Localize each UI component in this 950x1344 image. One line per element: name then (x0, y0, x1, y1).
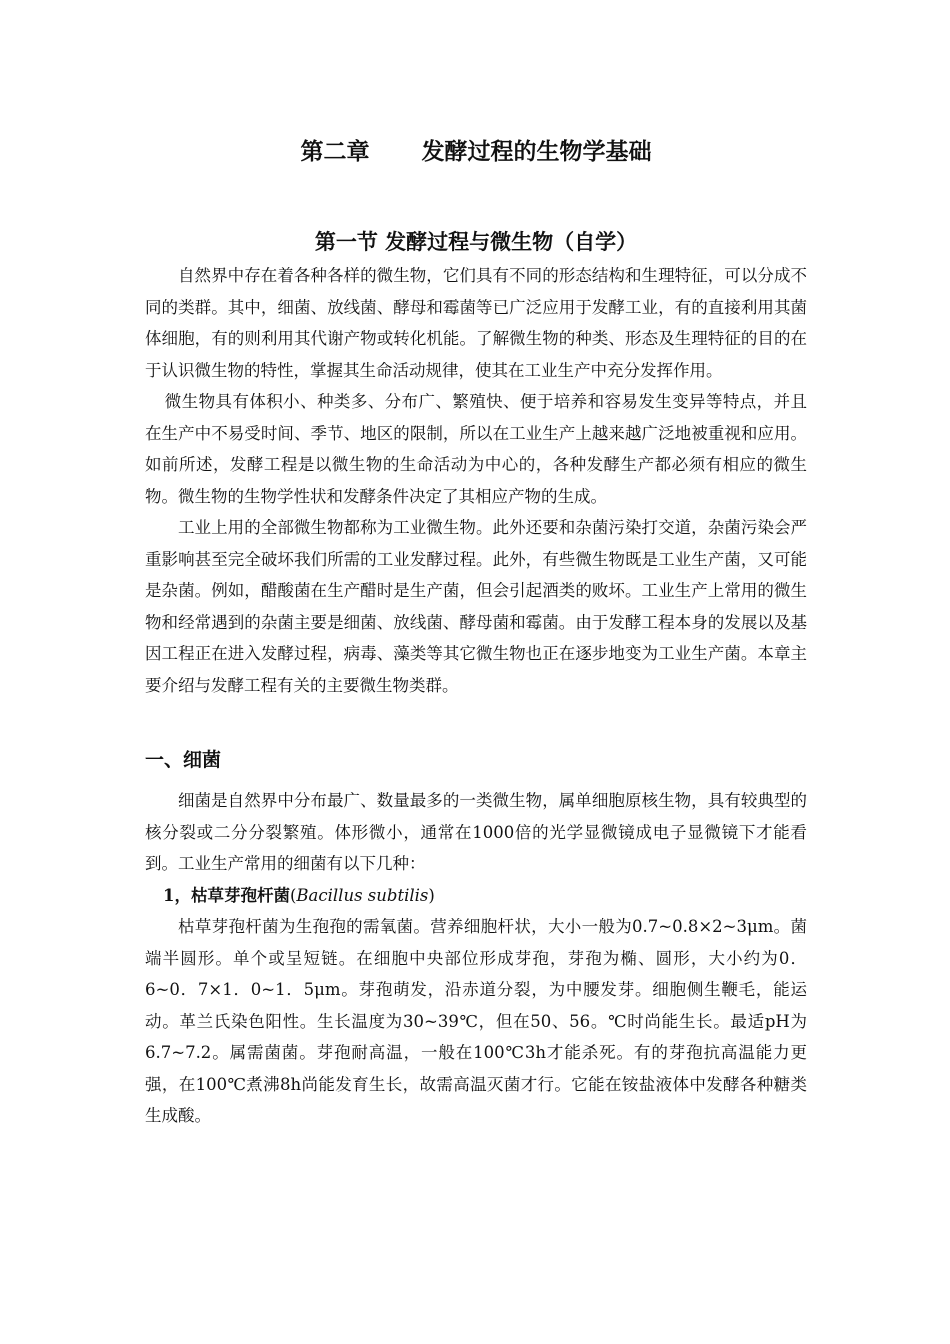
chapter-title (145, 132, 807, 172)
latin-name: Bacillus subtilis (296, 885, 429, 905)
item-label: 1，枯草芽孢杆菌 (163, 885, 290, 905)
bacillus-description-paragraph: 枯草芽孢杆菌为生孢孢的需氧菌。营养细胞杆状，大小一般为0.7~0.8×2~3μm。菌端半圆形。单个或呈短链。在细胞中央部位形成芽孢，芽孢为椭、圆形，大小约为0．6~0．7×1．0~1．5μm。芽孢萌发，沿赤道分裂，为中腰发芽。细胞侧生鞭毛，能运动。革兰氏染色阳性。生长温度为30~39℃，但在50、56。℃时尚能生长。最适pH为6.7~7.2。属需菌菌。芽孢耐高温，一般在100℃3h才能杀死。有的芽孢抗高温能力更强，在100℃煮沸8h尚能发育生长，故需高温灭菌才行。它能在铵盐液体中发酵各种糖类生成酸。 (145, 917, 807, 1125)
intro-paragraph-3: 工业上用的全部微生物都称为工业微生物。此外还要和杂菌污染打交道，杂菌污染会严重影响甚至完全破坏我们所需的工业发酵过程。此外，有些微生物既是工业生产菌，又可能是杂菌。例如，醋酸菌在生产醋时是生产菌，但会引起酒类的败坏。工业生产上常用的微生物和经常遇到的杂菌主要是细菌、放线菌、酵母菌和霉菌。由于发酵工程本身的发展以及基因工程正在进入发酵过程，病毒、藻类等其它微生物也正在逐步地变为工业生产菌。本章主要介绍与发酵工程有关的主要微生物类群。 (145, 518, 807, 695)
bacteria-heading: 一、细菌 (145, 749, 222, 771)
intro-paragraph-1: 自然界中存在着各种各样的微生物，它们具有不同的形态结构和生理特征，可以分成不同的类群。其中，细菌、放线菌、酵母和霉菌等已广泛应用于发酵工业，有的直接利用其菌体细胞，有的则利用其代谢产物或转化机能。了解微生物的种类、形态及生理特征的目的在于认识微生物的特性，掌握其生命活动规律，使其在工业生产中充分发挥作用。 (145, 266, 807, 380)
paren-open: ( (289, 885, 297, 905)
chapter-number: 第二章 (300, 139, 370, 165)
section-title: 第一节 发酵过程与微生物（自学） (314, 230, 638, 254)
paren-close: ) (428, 885, 435, 905)
item-heading-bacillus-subtilis (145, 880, 807, 912)
chapter-name: 发酵过程的生物学基础 (421, 139, 652, 165)
bacteria-intro-paragraph: 细菌是自然界中分布最广、数量最多的一类微生物，属单细胞原核生物，具有较典型的核分裂或二分分裂繁殖。体形微小，通常在1000倍的光学显微镜成电子显微镜下才能看到。工业生产常用的细菌有以下几种： (145, 791, 807, 873)
document-content (145, 132, 807, 1132)
intro-paragraph-2: 微生物具有体积小、种类多、分布广、繁殖快、便于培养和容易发生变异等特点，并且在生产中不易受时间、季节、地区的限制，所以在工业生产上越来越广泛地被重视和应用。如前所述，发酵工程是以微生物的生命活动为中心的，各种发酵生产都必须有相应的微生物。微生物的生物学性状和发酵条件决定了其相应产物的生成。 (145, 392, 807, 506)
